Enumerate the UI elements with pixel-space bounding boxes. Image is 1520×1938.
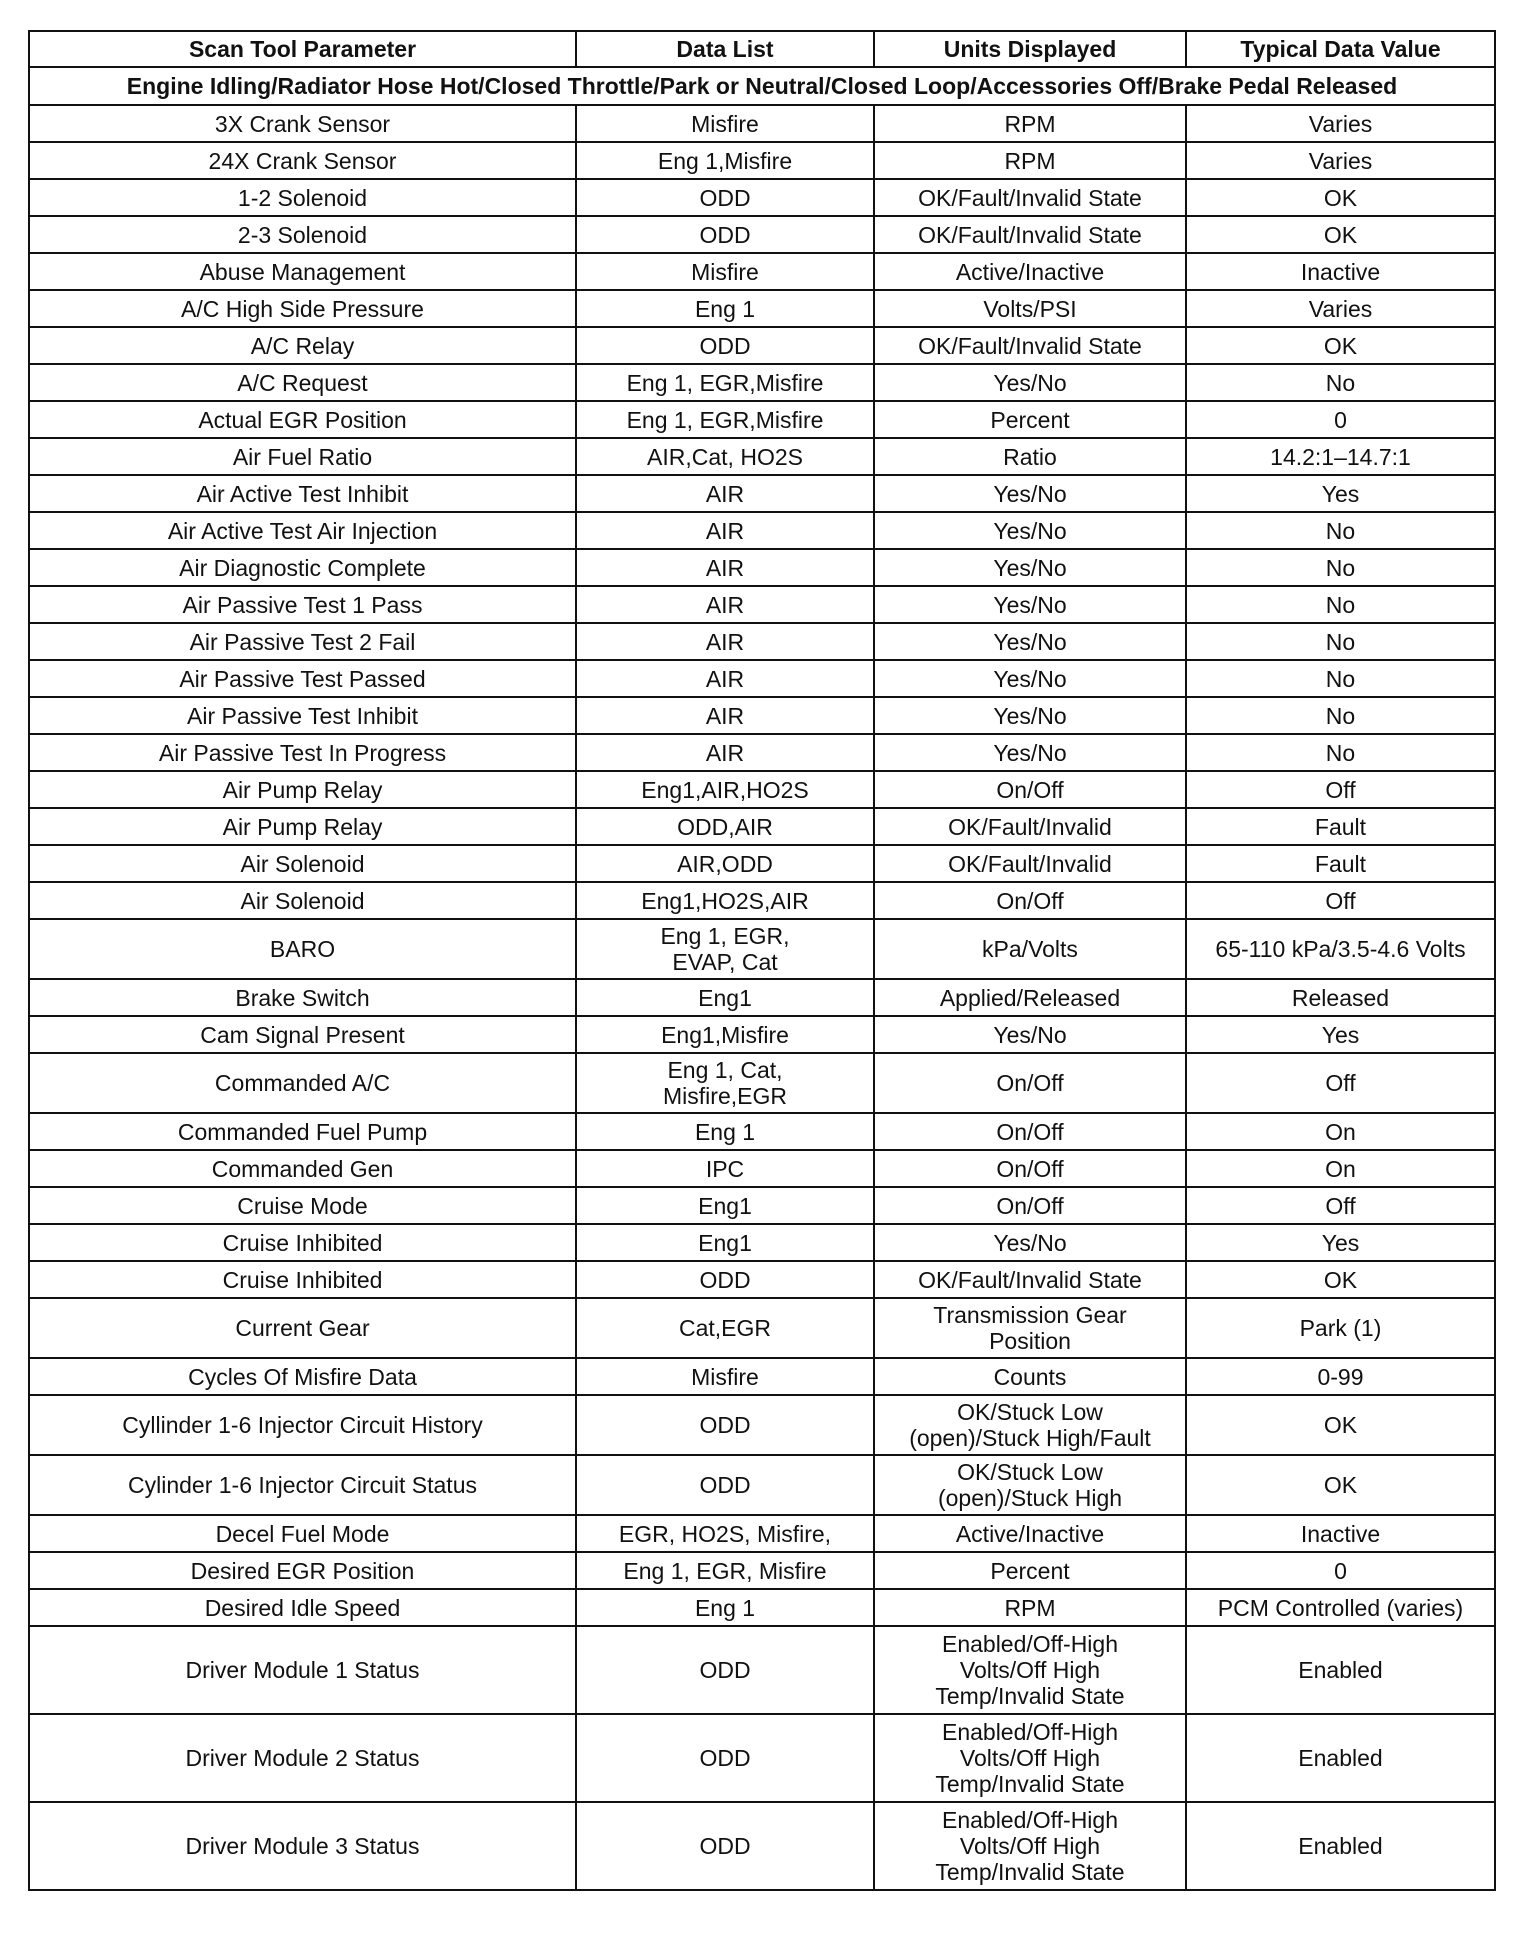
typical-value-cell: OK [1186,179,1495,216]
units-cell: On/Off [874,1150,1186,1187]
data-list-cell: Misfire [576,105,874,142]
units-cell: On/Off [874,771,1186,808]
units-cell: OK/Fault/Invalid State [874,216,1186,253]
typical-value-cell: 14.2:1–14.7:1 [1186,438,1495,475]
units-cell: Yes/No [874,586,1186,623]
data-list-cell: ODD [576,179,874,216]
table-row [29,1626,1495,1714]
typical-value-cell: Enabled [1186,1626,1495,1714]
condition-row [29,67,1495,105]
table-row [29,979,1495,1016]
typical-value-cell: Fault [1186,808,1495,845]
data-list-cell: AIR,ODD [576,845,874,882]
parameter-cell: Abuse Management [29,253,576,290]
typical-value-cell: Yes [1186,475,1495,512]
typical-value-cell: On [1186,1113,1495,1150]
data-list-cell: Eng 1,Misfire [576,142,874,179]
units-cell: Yes/No [874,623,1186,660]
parameter-cell: Cycles Of Misfire Data [29,1358,576,1395]
data-list-cell: ODD [576,1455,874,1515]
typical-value-cell: Park (1) [1186,1298,1495,1358]
data-list-cell: AIR [576,660,874,697]
data-list-cell: AIR [576,697,874,734]
table-row [29,1113,1495,1150]
parameter-cell: BARO [29,919,576,979]
table-row [29,1358,1495,1395]
typical-value-cell: OK [1186,1261,1495,1298]
parameter-cell: Commanded Fuel Pump [29,1113,576,1150]
table-row [29,475,1495,512]
table-row [29,919,1495,979]
units-cell: OK/Stuck Low (open)/Stuck High [874,1455,1186,1515]
units-cell: Yes/No [874,549,1186,586]
parameter-cell: Air Passive Test 2 Fail [29,623,576,660]
typical-value-cell: No [1186,660,1495,697]
units-cell: Counts [874,1358,1186,1395]
parameter-cell: Cruise Inhibited [29,1261,576,1298]
units-cell: Ratio [874,438,1186,475]
table-row [29,549,1495,586]
data-list-cell: IPC [576,1150,874,1187]
data-list-cell: Eng 1, EGR, EVAP, Cat [576,919,874,979]
table-row [29,808,1495,845]
data-list-cell: Eng 1, EGR, Misfire [576,1552,874,1589]
parameter-cell: Driver Module 3 Status [29,1802,576,1890]
table-row [29,1714,1495,1802]
parameter-cell: 1-2 Solenoid [29,179,576,216]
units-cell: Active/Inactive [874,253,1186,290]
typical-value-cell: Off [1186,882,1495,919]
parameter-cell: Cruise Mode [29,1187,576,1224]
data-list-cell: Eng 1, EGR,Misfire [576,364,874,401]
units-cell: Volts/PSI [874,290,1186,327]
units-cell: Enabled/Off-High Volts/Off High Temp/Invalid State [874,1714,1186,1802]
units-cell: Enabled/Off-High Volts/Off High Temp/Invalid State [874,1802,1186,1890]
data-list-cell: AIR,Cat, HO2S [576,438,874,475]
table-row [29,253,1495,290]
table-row [29,1187,1495,1224]
data-list-cell: ODD [576,1395,874,1455]
units-cell: OK/Fault/Invalid State [874,327,1186,364]
units-cell: Active/Inactive [874,1515,1186,1552]
parameter-cell: Desired EGR Position [29,1552,576,1589]
table-row [29,1515,1495,1552]
typical-value-cell: 0 [1186,1552,1495,1589]
parameter-cell: Commanded A/C [29,1053,576,1113]
parameter-cell: Cam Signal Present [29,1016,576,1053]
data-list-cell: Misfire [576,253,874,290]
units-cell: RPM [874,142,1186,179]
units-cell: Transmission Gear Position [874,1298,1186,1358]
data-list-cell: Eng 1 [576,1589,874,1626]
typical-value-cell: No [1186,512,1495,549]
units-cell: Yes/No [874,1224,1186,1261]
units-cell: Yes/No [874,697,1186,734]
data-list-cell: Eng 1 [576,1113,874,1150]
table-row [29,364,1495,401]
parameter-cell: 24X Crank Sensor [29,142,576,179]
units-cell: On/Off [874,1187,1186,1224]
parameter-cell: Air Passive Test Inhibit [29,697,576,734]
units-cell: RPM [874,1589,1186,1626]
table-row [29,1261,1495,1298]
typical-value-cell: No [1186,549,1495,586]
parameter-cell: A/C Request [29,364,576,401]
data-list-cell: ODD [576,1261,874,1298]
typical-value-cell: No [1186,623,1495,660]
typical-value-cell: Off [1186,1053,1495,1113]
data-list-cell: ODD [576,1802,874,1890]
table-row [29,290,1495,327]
data-list-cell: Eng 1, Cat, Misfire,EGR [576,1053,874,1113]
data-list-cell: Eng1 [576,979,874,1016]
table-row [29,179,1495,216]
typical-value-cell: Off [1186,771,1495,808]
units-cell: Yes/No [874,734,1186,771]
data-list-cell: Eng1,Misfire [576,1016,874,1053]
parameter-cell: Air Passive Test 1 Pass [29,586,576,623]
parameter-cell: Actual EGR Position [29,401,576,438]
data-list-cell: Misfire [576,1358,874,1395]
parameter-cell: Desired Idle Speed [29,1589,576,1626]
scan-tool-data-table [28,30,1496,1891]
typical-value-cell: Released [1186,979,1495,1016]
table-row [29,512,1495,549]
parameter-cell: Air Passive Test Passed [29,660,576,697]
data-list-cell: ODD [576,1714,874,1802]
table-row [29,586,1495,623]
typical-value-cell: Off [1186,1187,1495,1224]
parameter-cell: Cruise Inhibited [29,1224,576,1261]
units-cell: OK/Fault/Invalid [874,808,1186,845]
typical-value-cell: OK [1186,1395,1495,1455]
table-row [29,1395,1495,1455]
table-row [29,660,1495,697]
typical-value-cell: 0 [1186,401,1495,438]
typical-value-cell: OK [1186,216,1495,253]
table-row [29,1016,1495,1053]
data-list-cell: AIR [576,549,874,586]
table-row [29,1298,1495,1358]
parameter-cell: Air Solenoid [29,882,576,919]
units-cell: OK/Stuck Low (open)/Stuck High/Fault [874,1395,1186,1455]
data-list-cell: AIR [576,623,874,660]
data-list-cell: ODD,AIR [576,808,874,845]
table-row [29,105,1495,142]
table-row [29,216,1495,253]
data-list-cell: Eng1,AIR,HO2S [576,771,874,808]
units-cell: RPM [874,105,1186,142]
typical-value-cell: 65-110 kPa/3.5-4.6 Volts [1186,919,1495,979]
parameter-cell: Air Fuel Ratio [29,438,576,475]
units-cell: Percent [874,1552,1186,1589]
typical-value-cell: Enabled [1186,1714,1495,1802]
parameter-cell: Air Pump Relay [29,771,576,808]
data-list-cell: AIR [576,475,874,512]
table-row [29,1053,1495,1113]
parameter-cell: Current Gear [29,1298,576,1358]
typical-value-cell: Yes [1186,1224,1495,1261]
parameter-cell: Air Active Test Air Injection [29,512,576,549]
data-list-cell: Eng1 [576,1224,874,1261]
typical-value-cell: Yes [1186,1016,1495,1053]
data-list-cell: ODD [576,327,874,364]
parameter-cell: 2-3 Solenoid [29,216,576,253]
data-list-cell: AIR [576,586,874,623]
parameter-cell: A/C Relay [29,327,576,364]
units-cell: Percent [874,401,1186,438]
parameter-cell: A/C High Side Pressure [29,290,576,327]
typical-value-cell: Fault [1186,845,1495,882]
units-cell: Yes/No [874,660,1186,697]
data-list-cell: EGR, HO2S, Misfire, [576,1515,874,1552]
parameter-cell: Air Passive Test In Progress [29,734,576,771]
table-row [29,438,1495,475]
units-cell: Yes/No [874,1016,1186,1053]
table-row [29,1455,1495,1515]
data-list-cell: Eng 1, EGR,Misfire [576,401,874,438]
typical-value-cell: OK [1186,327,1495,364]
typical-value-cell: No [1186,586,1495,623]
table-row [29,1802,1495,1890]
parameter-cell: Air Pump Relay [29,808,576,845]
header-scan-tool-parameter: Scan Tool Parameter [29,31,576,67]
table-row [29,327,1495,364]
data-list-cell: AIR [576,512,874,549]
header-typical-data-value: Typical Data Value [1186,31,1495,67]
data-list-cell: Eng1,HO2S,AIR [576,882,874,919]
data-list-cell: Cat,EGR [576,1298,874,1358]
data-list-cell: ODD [576,216,874,253]
header-row [29,31,1495,67]
typical-value-cell: 0-99 [1186,1358,1495,1395]
header-units-displayed: Units Displayed [874,31,1186,67]
parameter-cell: Cylinder 1-6 Injector Circuit Status [29,1455,576,1515]
header-data-list: Data List [576,31,874,67]
table-row [29,401,1495,438]
parameter-cell: Air Solenoid [29,845,576,882]
units-cell: On/Off [874,1053,1186,1113]
units-cell: On/Off [874,882,1186,919]
data-list-cell: Eng 1 [576,290,874,327]
typical-value-cell: On [1186,1150,1495,1187]
units-cell: OK/Fault/Invalid [874,845,1186,882]
parameter-cell: Cyllinder 1-6 Injector Circuit History [29,1395,576,1455]
table-row [29,845,1495,882]
parameter-cell: Driver Module 2 Status [29,1714,576,1802]
parameter-cell: Brake Switch [29,979,576,1016]
data-list-cell: ODD [576,1626,874,1714]
typical-value-cell: Varies [1186,290,1495,327]
units-cell: Yes/No [874,364,1186,401]
units-cell: OK/Fault/Invalid State [874,1261,1186,1298]
units-cell: Yes/No [874,512,1186,549]
data-list-cell: Eng1 [576,1187,874,1224]
table-row [29,1224,1495,1261]
table-row [29,771,1495,808]
typical-value-cell: No [1186,734,1495,771]
table-row [29,734,1495,771]
table-row [29,1150,1495,1187]
table-row [29,623,1495,660]
table-row [29,697,1495,734]
table-row [29,1552,1495,1589]
table-row [29,142,1495,179]
typical-value-cell: Inactive [1186,1515,1495,1552]
units-cell: Enabled/Off-High Volts/Off High Temp/Invalid State [874,1626,1186,1714]
test-condition: Engine Idling/Radiator Hose Hot/Closed Throttle/Park or Neutral/Closed Loop/Accessories Off/Brake Pedal Released [29,67,1495,105]
parameter-cell: Decel Fuel Mode [29,1515,576,1552]
units-cell: OK/Fault/Invalid State [874,179,1186,216]
parameter-cell: Driver Module 1 Status [29,1626,576,1714]
typical-value-cell: Enabled [1186,1802,1495,1890]
typical-value-cell: OK [1186,1455,1495,1515]
typical-value-cell: No [1186,697,1495,734]
typical-value-cell: Varies [1186,105,1495,142]
units-cell: On/Off [874,1113,1186,1150]
data-list-cell: AIR [576,734,874,771]
table-row [29,882,1495,919]
typical-value-cell: Varies [1186,142,1495,179]
parameter-cell: Air Active Test Inhibit [29,475,576,512]
typical-value-cell: No [1186,364,1495,401]
parameter-cell: Air Diagnostic Complete [29,549,576,586]
units-cell: kPa/Volts [874,919,1186,979]
table-row [29,1589,1495,1626]
parameter-cell: Commanded Gen [29,1150,576,1187]
units-cell: Applied/Released [874,979,1186,1016]
units-cell: Yes/No [874,475,1186,512]
typical-value-cell: PCM Controlled (varies) [1186,1589,1495,1626]
parameter-cell: 3X Crank Sensor [29,105,576,142]
typical-value-cell: Inactive [1186,253,1495,290]
